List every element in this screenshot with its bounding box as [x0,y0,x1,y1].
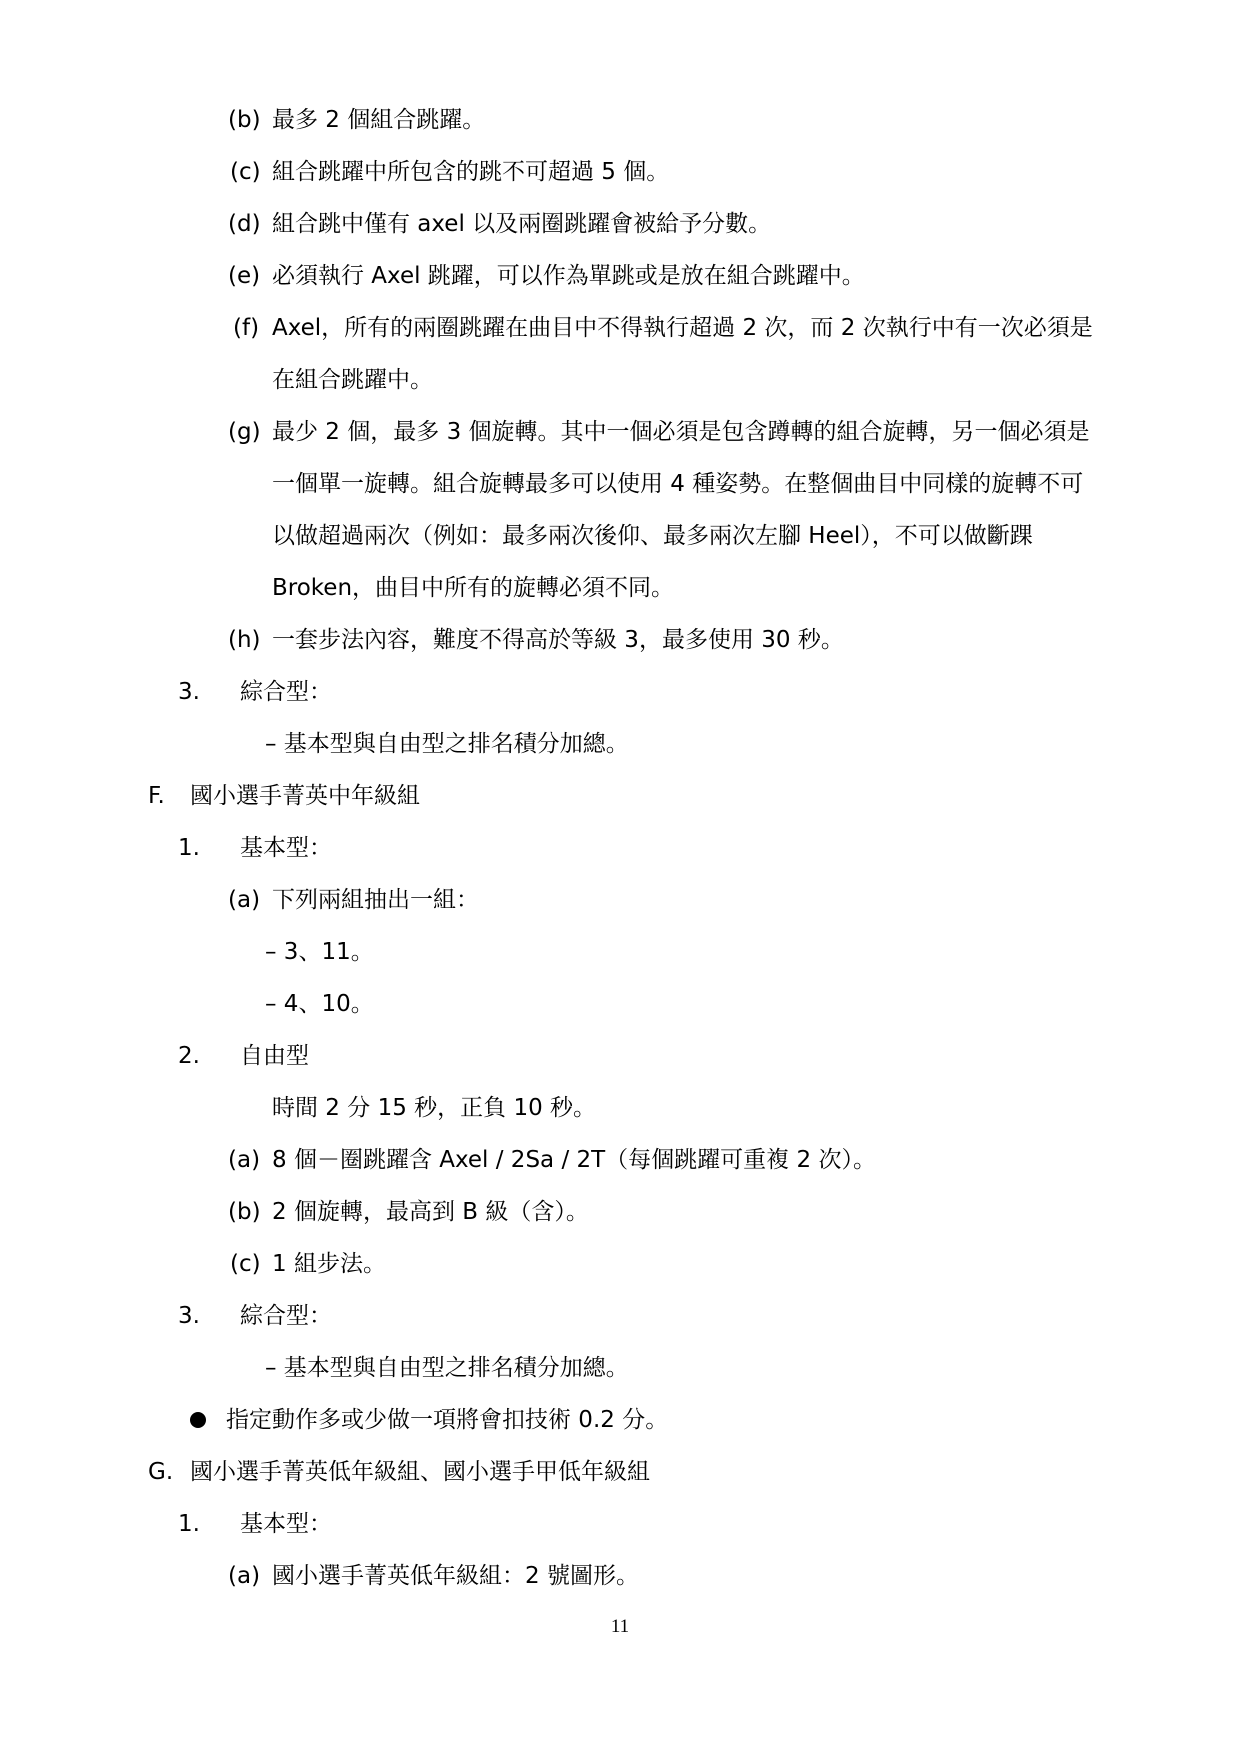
item-marker: (d) [228,211,261,237]
item-text: 下列兩組抽出一組： [272,887,479,913]
item-text: 1 組步法。 [272,1251,386,1277]
section-title: 國小選手菁英低年級組、國小選手甲低年級組 [190,1459,650,1485]
item-marker: (h) [228,627,261,653]
item-text: 綜合型： [240,679,332,705]
item-text: 必須執行 Axel 跳躍，可以作為單跳或是放在組合跳躍中。 [272,263,865,289]
item-marker: (c) [230,159,261,185]
item-text: Axel，所有的兩圈跳躍在曲目中不得執行超過 2 次，而 2 次執行中有一次必須是 [272,315,1093,341]
item-text: Broken，曲目中所有的旋轉必須不同。 [272,575,675,601]
item-text: – 基本型與自由型之排名積分加總。 [265,731,629,757]
item-marker: 2. [178,1043,200,1069]
item-text: 在組合跳躍中。 [272,367,433,393]
item-text: – 基本型與自由型之排名積分加總。 [265,1355,629,1381]
item-marker: (e) [228,263,261,289]
item-marker: (b) [228,1199,261,1225]
item-text: – 3、11。 [265,939,374,965]
bullet-icon [190,1412,206,1428]
section-marker: G. [148,1459,174,1485]
item-text: 最多 2 個組合跳躍。 [272,107,486,133]
item-marker: 3. [178,679,200,705]
section-marker: F. [148,783,165,809]
item-text: – 4、10。 [265,991,374,1017]
item-marker: (a) [228,1147,261,1173]
page-number: 11 [610,1616,630,1637]
item-text: 以做超過兩次（例如：最多兩次後仰、最多兩次左腳 Heel），不可以做斷踝 [272,523,1033,549]
item-marker: (a) [228,1563,261,1589]
item-marker: 1. [178,835,200,861]
item-marker: (b) [228,107,261,133]
item-text: 一個單一旋轉。組合旋轉最多可以使用 4 種姿勢。在整個曲目中同樣的旋轉不可 [272,471,1084,497]
section-title: 國小選手菁英中年級組 [190,783,420,809]
item-text: 綜合型： [240,1303,332,1329]
item-text: 基本型： [240,1511,332,1537]
item-marker: 3. [178,1303,200,1329]
item-text: 國小選手菁英低年級組：2 號圖形。 [272,1563,639,1589]
item-text: 最少 2 個，最多 3 個旋轉。其中一個必須是包含蹲轉的組合旋轉，另一個必須是 [272,419,1090,445]
item-text: 時間 2 分 15 秒，正負 10 秒。 [272,1095,597,1121]
item-text: 組合跳躍中所包含的跳不可超過 5 個。 [272,159,670,185]
item-marker: (a) [228,887,261,913]
item-text: 自由型 [240,1043,309,1069]
item-text: 一套步法內容，難度不得高於等級 3，最多使用 30 秒。 [272,627,844,653]
item-marker: (g) [228,419,261,445]
item-text: 2 個旋轉，最高到 B 級（含）。 [272,1199,589,1225]
item-text: 基本型： [240,835,332,861]
item-marker: (c) [230,1251,261,1277]
item-text: 組合跳中僅有 axel 以及兩圈跳躍會被給予分數。 [272,211,772,237]
item-marker: 1. [178,1511,200,1537]
item-text: 指定動作多或少做一項將會扣技術 0.2 分。 [226,1407,669,1433]
item-text: 8 個－圈跳躍含 Axel / 2Sa / 2T（每個跳躍可重複 2 次）。 [272,1147,876,1173]
item-marker: (f) [233,315,260,341]
